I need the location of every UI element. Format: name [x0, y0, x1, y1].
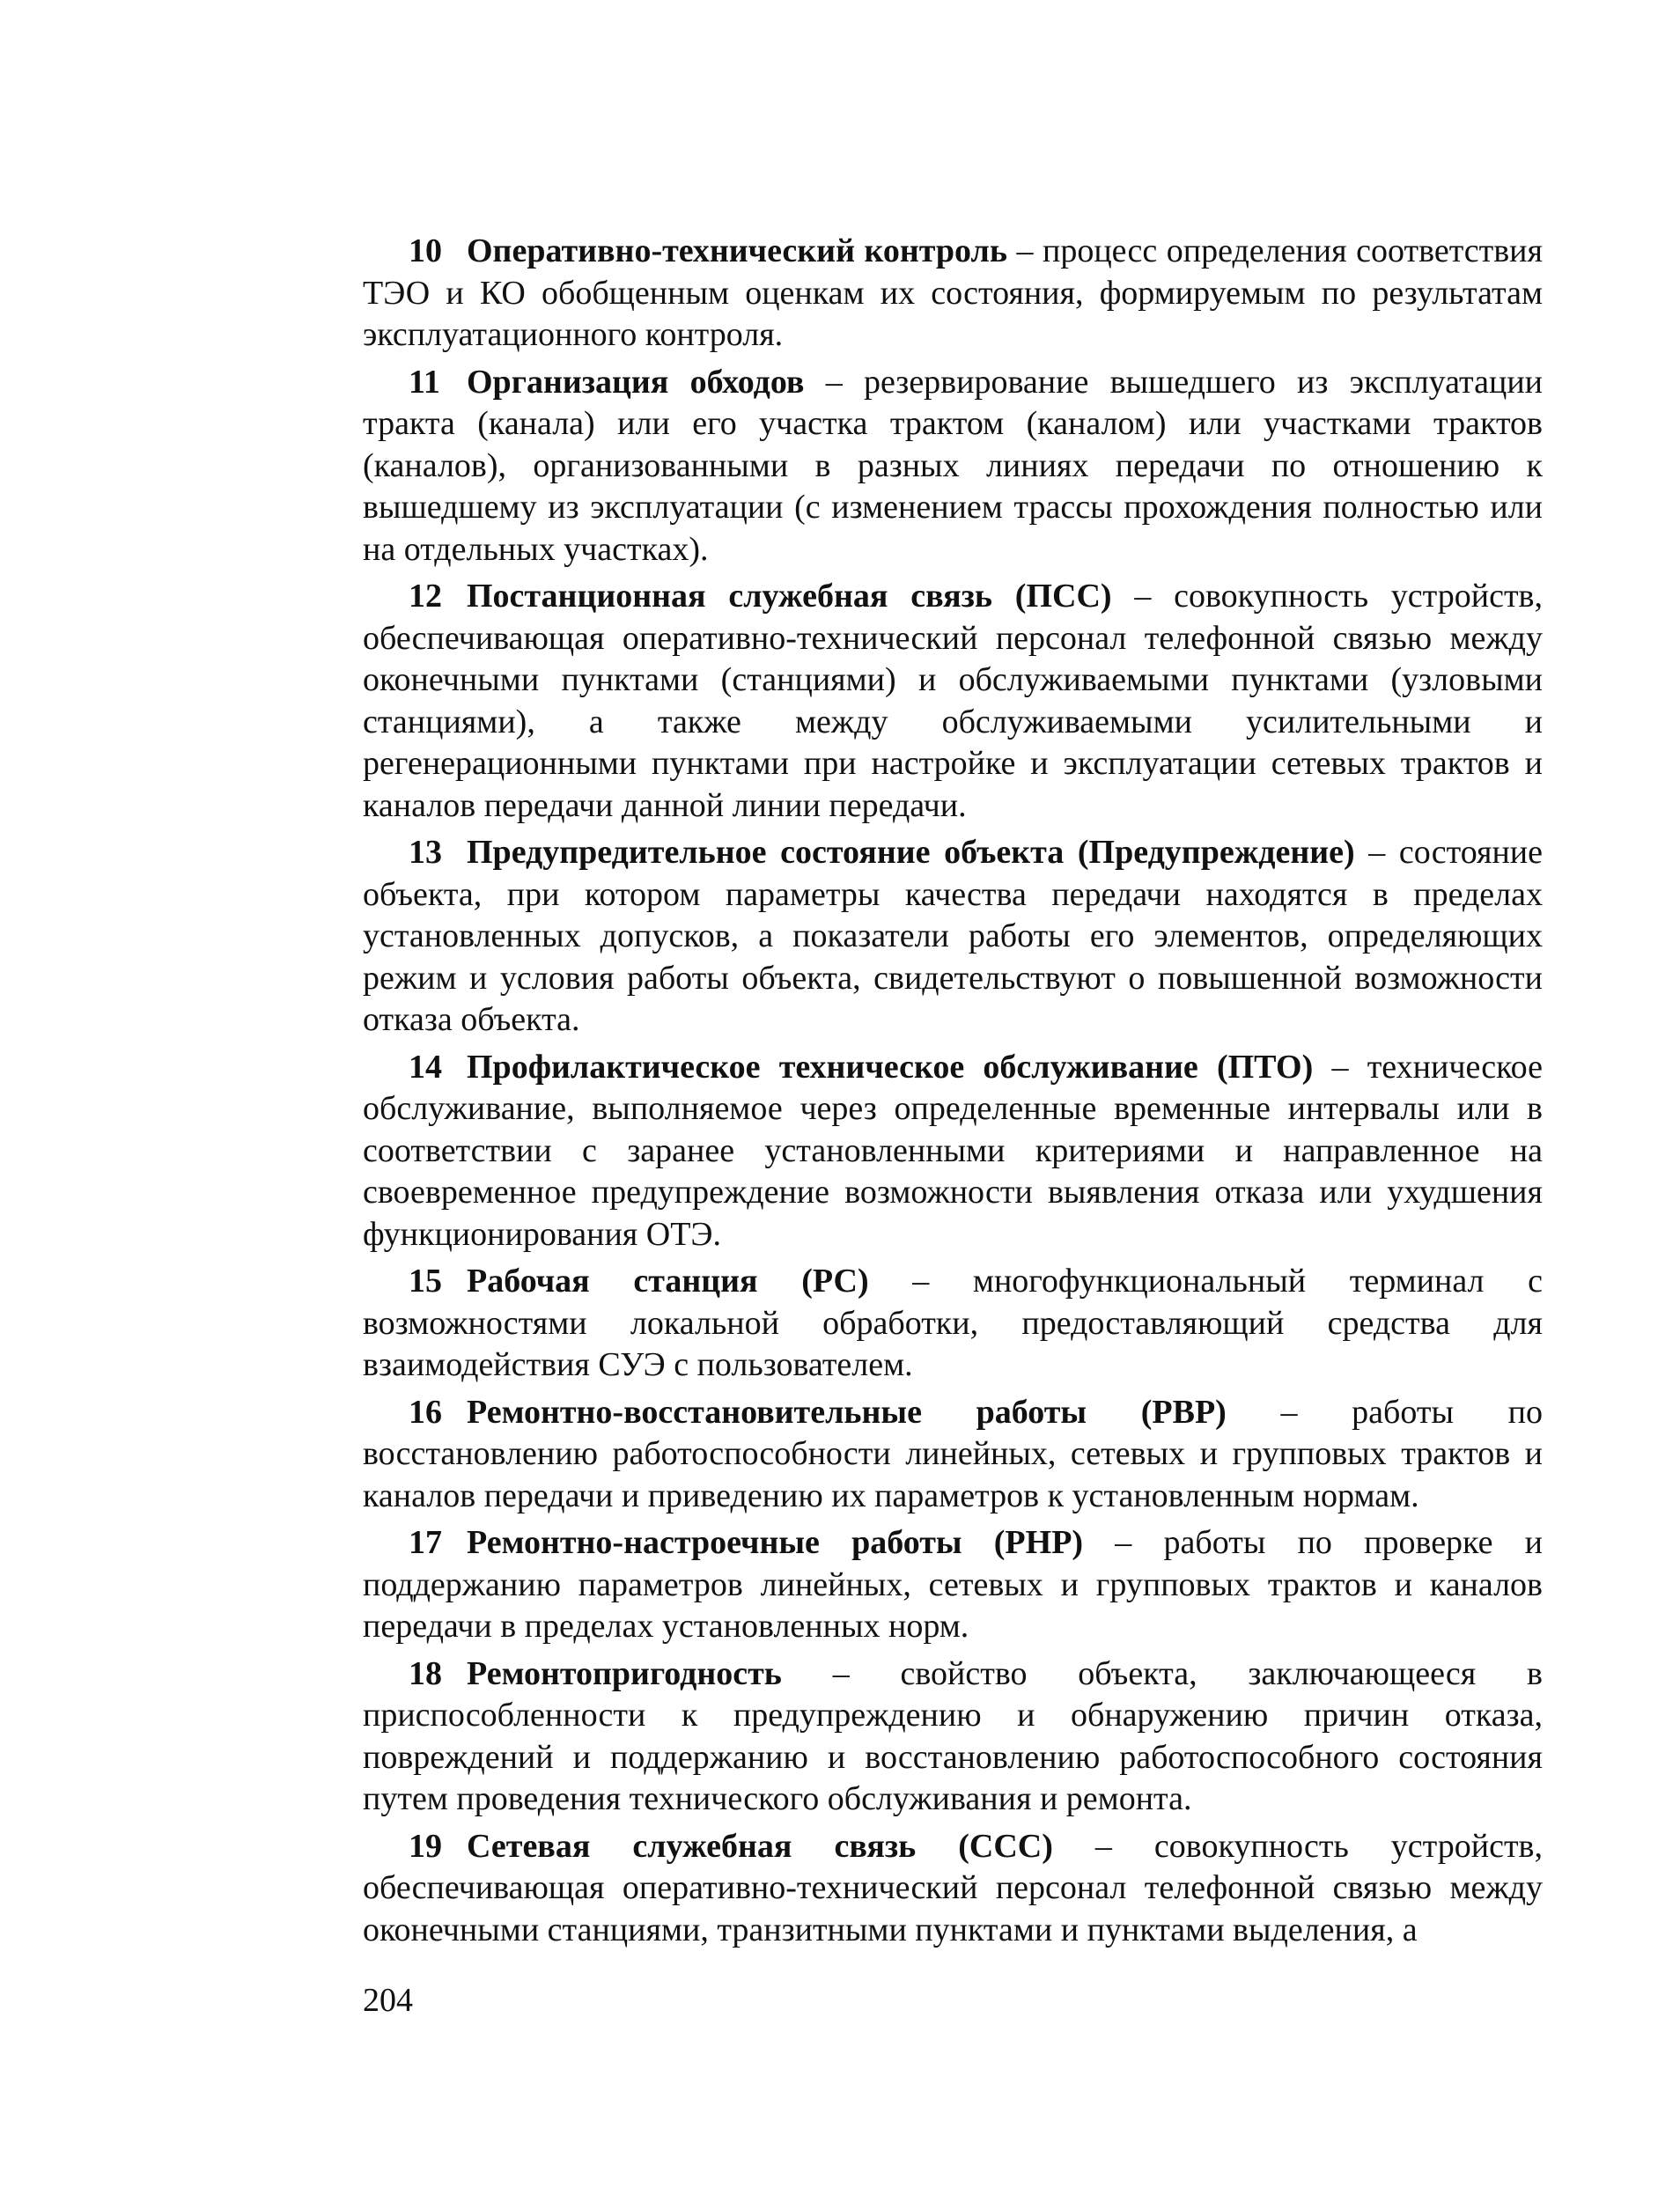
- entry-term: Организация обходов: [467, 363, 805, 401]
- definition-entry-19: [363, 1826, 1543, 1952]
- entry-definition: – совокупность устройств, обеспечивающая оперативно-технический персонал телефонной связью между оконечными станциями, транзитными пунктами и пунктами выделения, а: [363, 1827, 1543, 1948]
- entry-term: Постанционная служебная связь (ПСС): [467, 578, 1112, 615]
- definition-entry-15: [363, 1261, 1543, 1387]
- entry-number: 17: [409, 1524, 442, 1561]
- entry-number: 12: [409, 578, 442, 615]
- definition-entry-16: [363, 1392, 1543, 1518]
- entry-definition: – состояние объекта, при котором параметры качества передачи находятся в пределах установленных допусков, а показатели работы его элементов, определяющих режим и условия работы объекта, свидетельствуют о повышенной возможности отказа объекта.: [363, 834, 1544, 1038]
- entry-number: 13: [409, 834, 442, 871]
- entry-number: 14: [409, 1048, 442, 1086]
- entry-term: Ремонтопригодность: [467, 1654, 782, 1692]
- entry-term: Рабочая станция (РС): [467, 1263, 869, 1300]
- definition-entry-14: [363, 1047, 1543, 1256]
- entry-term: Сетевая служебная связь (ССС): [467, 1827, 1053, 1865]
- entry-definition: – свойство объекта, заключающееся в приспособленности к предупреждению и обнаружению причин отказа, повреждений и поддержанию и восстановлению работоспособного состояния путем проведения технического обслуживания и ремонта.: [363, 1654, 1543, 1817]
- entry-definition: – резервирование вышедшего из эксплуатации тракта (канала) или его участка трактом (каналом) или участками трактов (каналов), организованными в разных линиях передачи по отношению к вышедшему из эксплуатации (с изменением трассы прохождения полностью или на отдельных участках).: [363, 363, 1543, 568]
- entry-number: 19: [409, 1827, 442, 1865]
- definition-entry-11: [363, 362, 1543, 571]
- entry-term: Предупредительное состояние объекта (Предупреждение): [467, 834, 1355, 871]
- entry-definition: – техническое обслуживание, выполняемое через определенные временные интервалы или в соответствии с заранее установленными критериями и направленное на своевременное предупреждение возможности выявления отказа или ухудшения функционирования ОТЭ.: [363, 1048, 1543, 1253]
- entry-term: Ремонтно-настроечные работы (РНР): [467, 1524, 1084, 1561]
- entry-number: 18: [409, 1654, 442, 1692]
- definition-entry-18: [363, 1653, 1543, 1821]
- page-number: 204: [363, 1982, 413, 2019]
- entry-definition: – работы по проверке и поддержанию параметров линейных, сетевых и групповых трактов и каналов передачи в пределах установленных норм.: [363, 1524, 1543, 1645]
- entry-term: Ремонтно-восстановительные работы (РВР): [467, 1393, 1227, 1431]
- entry-number: 10: [409, 232, 442, 269]
- definition-entry-10: [363, 231, 1543, 357]
- entry-number: 16: [409, 1393, 442, 1431]
- entry-definition: – совокупность устройств, обеспечивающая оперативно-технический персонал телефонной связью между оконечными пунктами (станциями) и обслуживаемыми пунктами (узловыми станциями), а также между обслуживаемыми усилительными и регенерационными пунктами при настройке и эксплуатации сетевых трактов и каналов передачи данной линии передачи.: [363, 578, 1543, 824]
- entry-number: 11: [409, 363, 440, 401]
- definitions-list: [363, 231, 1543, 1956]
- definition-entry-17: [363, 1522, 1543, 1648]
- entry-term: Профилактическое техническое обслуживание (ПТО): [467, 1048, 1314, 1086]
- definition-entry-12: [363, 576, 1543, 827]
- entry-definition: – процесс определения соответствия ТЭО и КО обобщенным оценкам их состояния, формируемым по результатам эксплуатационного контроля.: [363, 232, 1543, 353]
- entry-term: Оперативно-технический контроль: [467, 232, 1007, 269]
- entry-definition: – работы по восстановлению работоспособности линейных, сетевых и групповых трактов и каналов передачи и приведению их параметров к установленным нормам.: [363, 1393, 1543, 1514]
- definition-entry-13: [363, 832, 1543, 1042]
- entry-number: 15: [409, 1263, 442, 1300]
- entry-definition: – многофункциональный терминал с возможностями локальной обработки, предоставляющий средства для взаимодействия СУЭ с пользователем.: [363, 1263, 1543, 1383]
